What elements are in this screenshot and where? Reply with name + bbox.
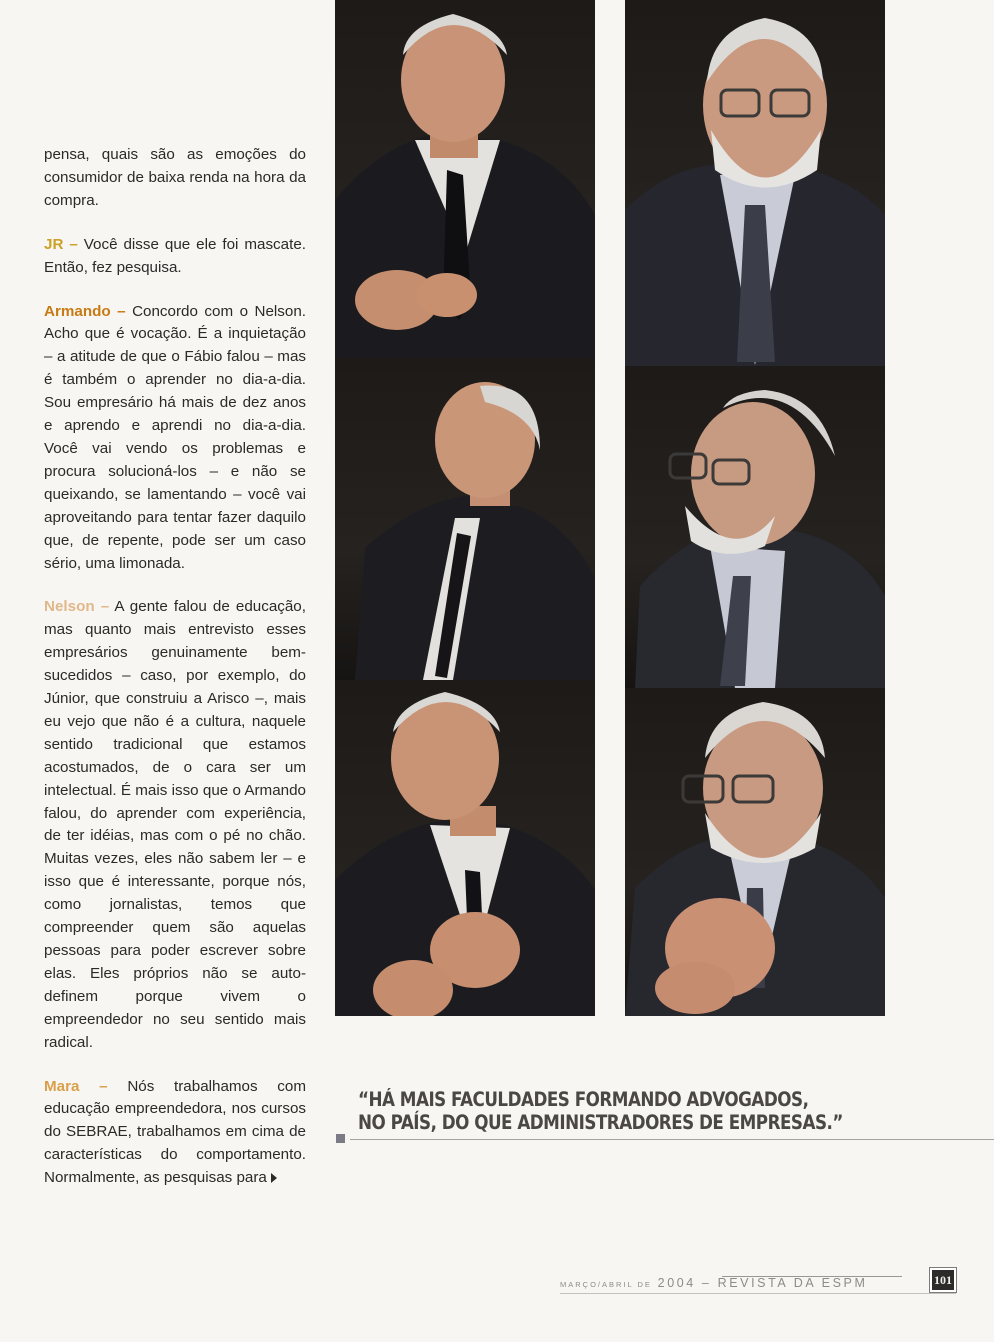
continue-arrow-icon (271, 1173, 277, 1183)
footer-date: MARÇO/ABRIL DE (560, 1280, 652, 1289)
speaker-nelson: Nelson – (44, 598, 110, 616)
speaker-jr: JR – (44, 235, 78, 253)
footer-base-rule (560, 1293, 956, 1294)
pull-quote-text (358, 1088, 943, 1134)
quote-divider (350, 1139, 994, 1140)
page-number: 101 (930, 1268, 956, 1292)
article-body (44, 144, 306, 1211)
footer-text (560, 1276, 867, 1290)
paragraph-armando-text: Concordo com o Nelson. Acho que é vocação. É a inquietação – a atitude de que o Fábio falou – mas é também o aprender no dia-a-dia. Sou empresário há mais de dez anos e aprendo e aprendi no dia-a-dia. Você vai vendo os problemas e procura solucioná-los – e não se queixando, se lamentando – você vai aproveitando para tentar fazer daquilo que, de repente, pode ser um caso sério, uma limonada. (44, 302, 306, 572)
speaker-mara: Mara – (44, 1077, 108, 1095)
photo-man-right-2 (625, 366, 885, 688)
quote-marker-square (336, 1134, 345, 1143)
pull-quote-line-2: NO PAÍS, DO QUE ADMINISTRADORES DE EMPRESAS.” (358, 1111, 843, 1134)
photo-man-left-3 (335, 680, 595, 1016)
photo-man-left-1 (335, 0, 595, 358)
paragraph-nelson (44, 596, 306, 1054)
photo-man-left-2 (335, 358, 595, 680)
paragraph-mara (44, 1076, 306, 1191)
footer-separator: – (695, 1276, 718, 1290)
photo-man-right-1 (625, 0, 885, 366)
speaker-armando: Armando – (44, 302, 126, 320)
paragraph-jr (44, 234, 306, 280)
paragraph-1 (44, 144, 306, 213)
photo-man-right-3 (625, 688, 885, 1016)
page-footer (560, 1268, 956, 1296)
pull-quote (336, 1088, 936, 1134)
paragraph-mara-text: Nós trabalhamos com educação empreendedora, nos cursos do SEBRAE, trabalhamos em cima de características do comportamento. Normalmente, as pesquisas para (44, 1077, 306, 1187)
footer-year: 2004 (657, 1276, 696, 1290)
paragraph-jr-text: Você disse que ele foi mascate. Então, fez pesquisa. (44, 235, 306, 276)
pull-quote-line-1: “HÁ MAIS FACULDADES FORMANDO ADVOGADOS, (358, 1088, 809, 1111)
paragraph-1-text: pensa, quais são as emoções do consumidor de baixa renda na hora da compra. (44, 146, 306, 209)
footer-magazine-name: REVISTA DA ESPM (717, 1276, 868, 1290)
paragraph-nelson-text: A gente falou de educação, mas quanto mais entrevisto esses empresários genuinamente bem-sucedidos – caso, por exemplo, do Júnior, que construiu a Arisco –, mais eu vejo que não é a cultura, naquele sentido tradicional que estamos acostumados, de o cara ser um intelectual. É mais isso que o Armando falou, do aprender com experiência, de ter idéias, mas com o pé no chão. Muitas vezes, eles não sabem ler – e isso que é interessante, porque nós, como jornalistas, temos que compreender quem são aquelas pessoas para poder escrever sobre elas. Eles próprios não se auto-definem porque vivem o empreendedor no seu sentido mais radical. (44, 598, 306, 1051)
paragraph-armando (44, 301, 306, 576)
